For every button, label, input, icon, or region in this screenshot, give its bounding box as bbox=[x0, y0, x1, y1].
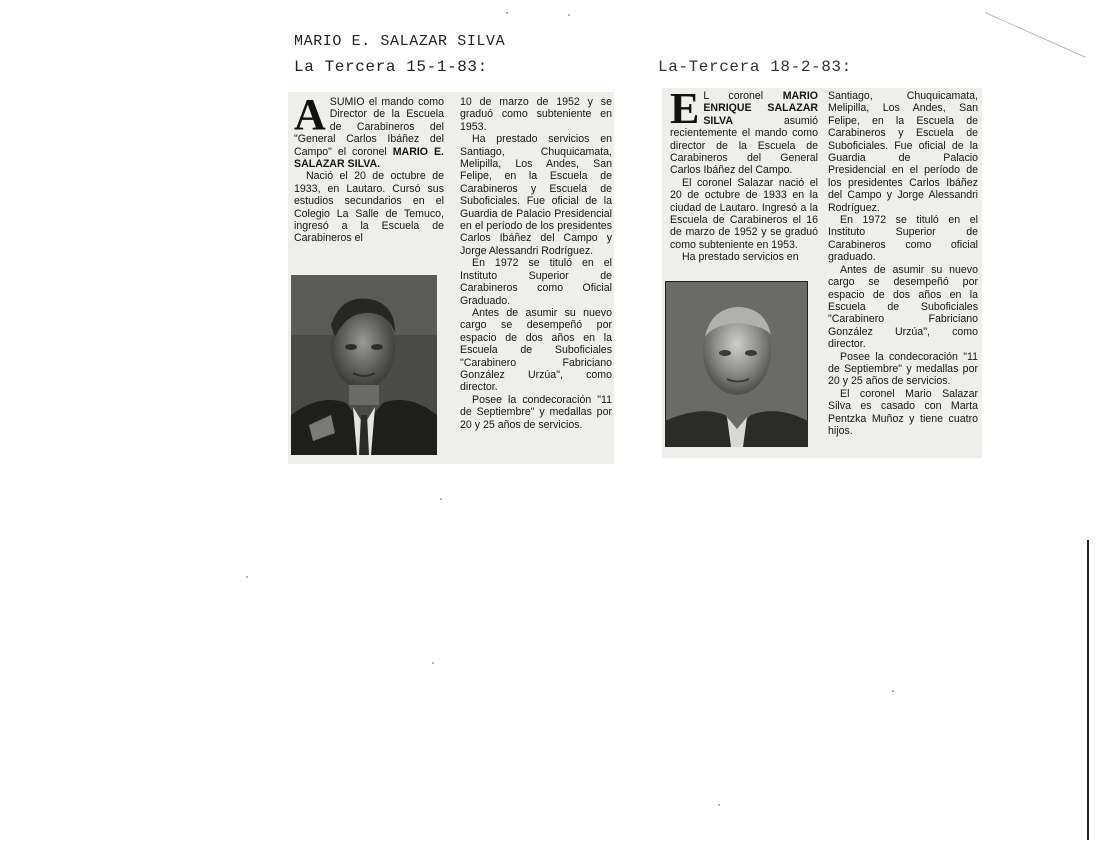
scan-speck bbox=[440, 498, 442, 500]
clipping-left-paragraph: Antes de asumir su nuevo cargo se desempeñó por espacio de dos años en la Escuela de Suboficiales "Carabinero Fabriciano González Urzúa", como director. bbox=[460, 306, 612, 394]
clipping-left-column-1 bbox=[294, 92, 444, 245]
clipping-left-paragraph: En 1972 se tituló en el Instituto Superior de Carabineros como Oficial Graduado. bbox=[460, 257, 612, 307]
portrait-photo-uniform bbox=[291, 275, 437, 455]
person-name: MARIO E. SALAZAR SILVA. bbox=[294, 145, 444, 171]
scan-speck bbox=[246, 576, 248, 578]
clipping-right-paragraph: El coronel Mario Salazar Silva es casado con Marta Pentzka Muñoz y tiene cuatro hijos. bbox=[828, 387, 978, 437]
scan-speck bbox=[432, 662, 434, 664]
scan-speck bbox=[568, 14, 570, 16]
document-title: MARIO E. SALAZAR SILVA bbox=[294, 33, 506, 50]
clipping-right-paragraph: Ha prestado servicios en bbox=[682, 251, 799, 264]
clipping-left-paragraph: Posee la condecoración "11 de Septiembre" y medallas por 20 y 25 años de servicios. bbox=[460, 393, 612, 431]
clipping-left-column-2 bbox=[460, 96, 612, 431]
person-name: MARIO ENRIQUE SALAZAR SILVA bbox=[703, 90, 818, 127]
newspaper-clipping-right bbox=[662, 88, 982, 458]
source-label-right: La-Tercera 18-2-83: bbox=[658, 58, 852, 76]
clipping-left-paragraph bbox=[294, 92, 444, 171]
clipping-right-paragraph: En 1972 se tituló en el Instituto Superior de Carabineros como oficial graduado. bbox=[828, 214, 978, 264]
source-label-left: La Tercera 15-1-83: bbox=[294, 58, 488, 76]
clipping-left-paragraph: Nació el 20 de octubre de 1933, en Lautaro. Cursó sus estudios secundarios en el Colegio La Salle de Temuco, ingresó a la Escuela de Carabineros el bbox=[294, 170, 444, 245]
paragraph-text: L coronel bbox=[703, 90, 783, 102]
clipping-left-paragraph: 10 de marzo de 1952 y se graduó como subteniente en 1953. bbox=[460, 96, 612, 133]
scan-speck bbox=[506, 12, 508, 14]
clipping-right-paragraph bbox=[670, 90, 818, 177]
drop-cap: A bbox=[294, 92, 326, 139]
clipping-right-paragraph: Antes de asumir su nuevo cargo se desempeñó por espacio de dos años en la Escuela de Suboficiales "Carabinero Fabriciano González Urzúa", como director. bbox=[828, 263, 978, 351]
clipping-right-paragraph: Santiago, Chuquicamata, Melipilla, Los Andes, San Felipe, en la Escuela de Carabineros y Escuela de Suboficiales. Fue oficial de la Guardia de Palacio Presidencial en el período de los presidentes Carlos Ibáñez del Campo y Jorge Alessandri Rodríguez. bbox=[828, 90, 978, 214]
clipping-right-paragraph: El coronel Salazar nació el 20 de octubre de 1933 en la ciudad de Lautaro. Ingresó a la Escuela de Carabineros el 16 de marzo de 1952 y se graduó como subteniente en 1953. bbox=[670, 176, 818, 251]
paragraph-text: asumió recientemente el mando como director de la Escuela de Carabineros del General Carlos Ibáñez del Campo. bbox=[670, 114, 818, 177]
scan-speck bbox=[892, 690, 894, 692]
portrait-photo-civilian bbox=[665, 281, 808, 447]
drop-cap: E bbox=[670, 88, 700, 133]
newspaper-clipping-left bbox=[288, 92, 614, 464]
scan-scuff-mark bbox=[985, 12, 1086, 58]
clipping-right-column-1 bbox=[670, 90, 818, 264]
clipping-right-paragraph: Posee la condecoración "11 de Septiembre" y medallas por 20 y 25 años de servicios. bbox=[828, 350, 978, 388]
scan-speck bbox=[718, 804, 720, 806]
clipping-right-column-2 bbox=[828, 90, 978, 437]
paragraph-text: SUMIO el mando como Director de la Escuela de Carabineros del "General Carlos Ibáñez del Campo" el coronel bbox=[294, 96, 444, 158]
scan-edge-line bbox=[1087, 540, 1089, 840]
clipping-left-paragraph: Ha prestado servicios en Santiago, Chuquicamata, Melipilla, Los Andes, San Felipe, en la Escuela de Carabineros y Escuela de Suboficiales. Fue oficial de la Guardia de Palacio Presidencial en el período de los presidentes Carlos Ibáñez del Campo y Jorge Alessandri Rodríguez. bbox=[460, 133, 612, 257]
